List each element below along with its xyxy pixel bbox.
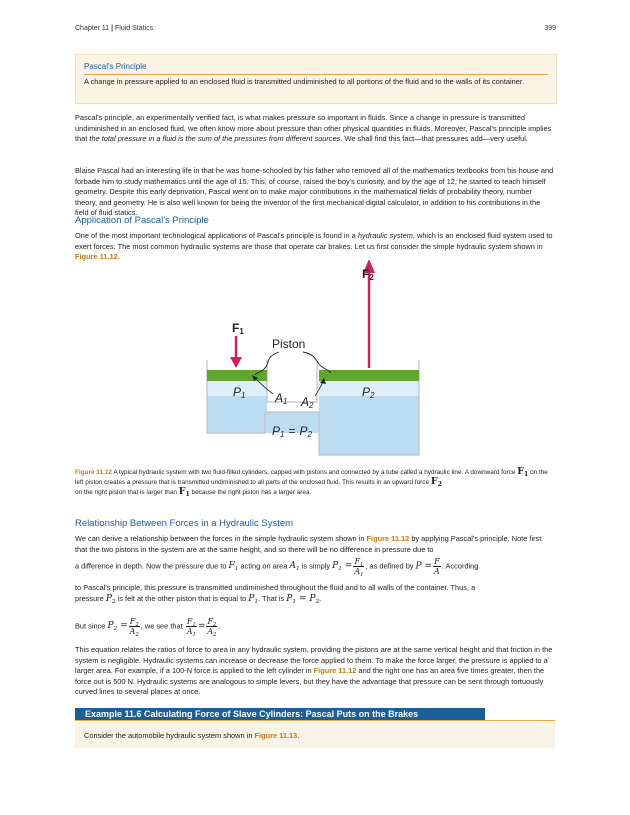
paragraph-force-ratios [75, 645, 555, 698]
figure-caption [75, 467, 555, 497]
label-f1: F1 [232, 321, 244, 336]
text-run: a difference in depth. Now the pressure due to [75, 561, 229, 571]
math-p1: $P_1$ = [332, 561, 353, 573]
text-run: is felt at the other piston that is equal to [115, 594, 249, 603]
text-run: A typical hydraulic system with two fluid-filled cylinders, capped with pistons and connected by a tube called a hydraulic line. A downward force [111, 469, 518, 476]
example-title-bar: Example 11.6 Calculating Force of Slave Cylinders: Pascal Puts on the Brakes [75, 708, 485, 721]
math-f1: $F_1$ [228, 561, 239, 573]
label-a1: A1 [275, 391, 288, 406]
paragraph-derivation-math-line [75, 557, 555, 576]
figure-link[interactable]: Figure 11.13 [254, 731, 298, 740]
text-run: Consider the automobile hydraulic system shown in [84, 731, 255, 740]
math-f1: $F_1$ [517, 466, 529, 478]
text-run: . That is [258, 594, 287, 603]
paragraph-transmission [75, 583, 555, 594]
label-p2: P2 [362, 385, 375, 400]
math-p1-equals-p2: $P_1 = P_2$ [286, 594, 320, 605]
text-run: pressure [75, 594, 106, 603]
math-equals: = [197, 621, 206, 632]
paragraph-ratio-equation [75, 617, 555, 636]
chapter-title: Fluid Statics [115, 25, 154, 32]
label-f2: F2 [362, 267, 374, 282]
text-run: Pascal's principle, an experimentally verified fact, is what makes pressure so important in fluids. Since a change in pressure is transmitted undiminished in an enclosed fluid, we often know more about pressure than other physical quantities in fluids. Moreover, Pascal's principle implies that [75, 113, 552, 144]
math-f2: $F_2$ [430, 476, 442, 488]
text-run: on the left piston creates a pressure that is transmitted undiminished to all parts of the enclosed fluid. This results in an upward force [75, 469, 548, 486]
text-run: This equation relates the ratios of force to area in any hydraulic system, providing the pistons are at the same vertical height and that friction in the system is negligible. Hydraulic systems can increase or decrease the force applied to them. To make the force larger, the pressure is applied to a larger area. For example, if a 100-N force is applied to the left cylinder in [75, 645, 553, 676]
box-title: Pascal's Principle [84, 61, 548, 75]
italic-text: the total pressure in a fluid is the sum of the pressures from different sources [89, 134, 341, 144]
section-heading-relationship: Relationship Between Forces in a Hydraulic System [75, 518, 294, 529]
math-a1: $A_1$ [289, 561, 300, 573]
force-f1-arrow-head [230, 357, 242, 368]
math-p1: $P_1$ [248, 594, 259, 605]
hydraulic-system-figure [195, 260, 435, 460]
paragraph-pressure-importance [75, 113, 555, 145]
text-run: . We shall find this fact—that pressures add—very useful. [340, 134, 528, 144]
caption-label: Figure 11.12 [75, 469, 112, 476]
figure-link[interactable]: Figure 11.12 [366, 534, 410, 543]
left-piston [207, 370, 267, 381]
section-heading-application: Application of Pascal's Principle [75, 215, 209, 226]
fraction-f2-over-a2: $\frac{F_2}{A_2}$ [129, 617, 139, 638]
text-run: But since [75, 621, 108, 631]
label-a2: A2 [301, 395, 314, 410]
right-piston [319, 370, 419, 381]
math-p: P = [415, 561, 433, 572]
label-p1: P1 [233, 385, 246, 400]
text-run: . [297, 731, 300, 740]
math-f1: $F_1$ [178, 486, 190, 498]
equation-p1-equals-p2: P1 = P2 [272, 424, 312, 439]
text-run: We can derive a relationship between the forces in the simple hydraulic system shown in [75, 534, 367, 543]
text-run: . [218, 621, 221, 631]
figure-link[interactable]: Figure 11.12 [75, 252, 118, 262]
label-piston: Piston [272, 337, 306, 351]
text-run: . [117, 252, 120, 262]
text-run: by applying Pascal's principle. Note first that the two pistons in the system are at the same height, and so there will be no difference in pressure due to [75, 534, 542, 554]
text-run: because the right piston has a larger area. [189, 489, 312, 496]
header-separator: | [111, 25, 114, 32]
text-run: , as defined by [365, 561, 416, 571]
text-run: is simply [299, 561, 333, 571]
fraction-f2-over-a2: $\frac{F_2}{A_2}$ [207, 617, 217, 638]
text-run: . According [441, 561, 479, 571]
math-p2: $P_2$ [105, 594, 116, 605]
running-header [75, 24, 153, 35]
paragraph-hydraulic-system [75, 231, 555, 263]
fraction-f1-over-a1: $\frac{F_1}{A_1}$ [354, 557, 364, 578]
paragraph-pressure-equal [75, 594, 555, 605]
example-text [84, 731, 299, 742]
math-p2: $P_2$ = [107, 621, 128, 633]
text-run: , which is an enclosed fluid system used to exert forces. The most common hydraulic systems are those that operate car brakes. Let us first consider the simple hydraulic system shown in [75, 231, 553, 251]
text-run: acting on area [238, 561, 290, 571]
paragraph-blaise-pascal: Blaise Pascal had an interesting life in that he was home-schooled by his father who removed all of the mathematics textbooks from his house and forbade him to study mathematics until the age of 15. This, of course, raised the boy's curiosity, and by the age of 12, he started to teach himself geometry. Despite this early deprivation, Pascal went on to make major contributions in the mathematical fields of probability theory, number theory, and geometry. He is also well known for being the inventor of the first mechanical digital calculator, in addition to his contributions in the field of fluid statics. [75, 166, 554, 218]
page-number: 399 [544, 25, 556, 32]
chapter-number: Chapter 11 [75, 25, 110, 32]
text-run: to Pascal's principle, this pressure is transmitted undiminished throughout the fluid and to all walls of the container. Thus, a [75, 583, 476, 592]
text-run: One of the most important technological applications of Pascal's principle is found in a [75, 231, 358, 240]
text-run: . [319, 594, 322, 603]
example-divider [75, 720, 555, 721]
text-run: , we see that [140, 621, 185, 631]
text-run: and the right one has an area five times greater, then the force out is 500 N. Hydraulic systems are analogous to simple levers, but they have the advantage that pressure can be sent through tortuously curved lines to several places at once. [75, 666, 545, 697]
paragraph-derivation [75, 534, 555, 555]
figure-link[interactable]: Figure 11.12 [313, 666, 357, 676]
box-text: A change in pressure applied to an enclosed fluid is transmitted undiminished to all portions of the fluid and to the walls of its container. [84, 77, 525, 86]
text-run: on the right piston that is larger than [75, 489, 179, 496]
fraction-f-over-a: $\frac{F}{A}$ [434, 557, 440, 576]
italic-text: hydraulic system [357, 231, 413, 240]
fraction-f1-over-a1: $\frac{F_1}{A_1}$ [186, 617, 196, 638]
pascal-principle-box [75, 54, 557, 104]
